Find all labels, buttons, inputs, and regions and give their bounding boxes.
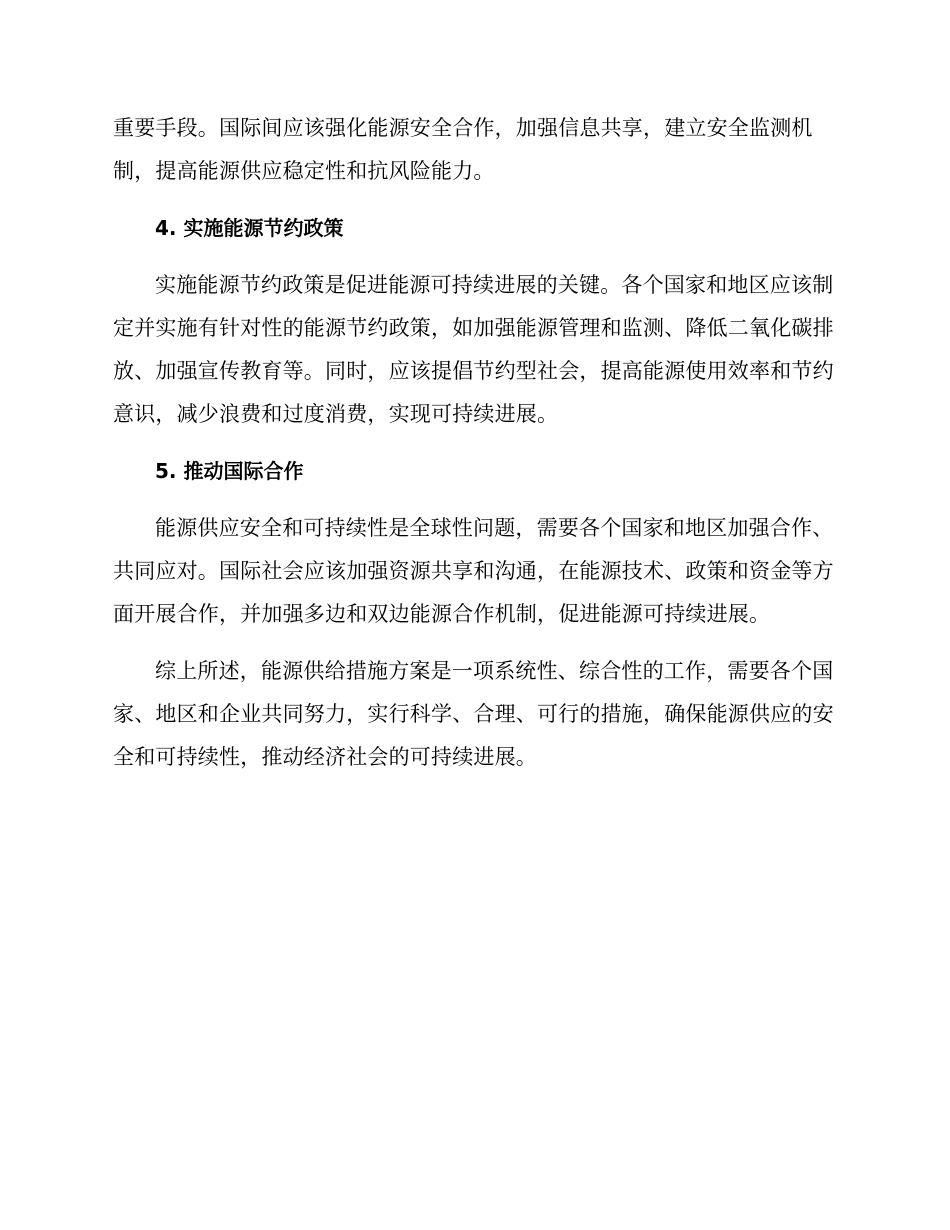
document-body <box>113 107 835 779</box>
section-4-paragraph: 实施能源节约政策是促进能源可持续进展的关键。各个国家和地区应该制定并实施有针对性的能源节约政策，如加强能源管理和监测、降低二氧化碳排放、加强宣传教育等。同时，应该提倡节约型社会，提高能源使用效率和节约意识，减少浪费和过度消费，实现可持续进展。 <box>113 273 834 426</box>
spacer <box>113 493 835 507</box>
section-5-heading: 5. 推动国际合作 <box>155 459 304 483</box>
spacer <box>113 250 835 264</box>
section-4-heading: 4. 实施能源节约政策 <box>155 216 344 240</box>
paragraph-continued: 重要手段。国际间应该强化能源安全合作，加强信息共享，建立安全监测机制，提高能源供应稳定性和抗风险能力。 <box>113 116 813 183</box>
conclusion-paragraph: 综上所述，能源供给措施方案是一项系统性、综合性的工作，需要各个国家、地区和企业共同努力，实行科学、合理、可行的措施，确保能源供应的安全和可持续性，推动经济社会的可持续进展。 <box>113 659 834 769</box>
spacer <box>113 636 835 650</box>
spacer <box>113 436 835 450</box>
section-5-paragraph: 能源供应安全和可持续性是全球性问题，需要各个国家和地区加强合作、共同应对。国际社会应该加强资源共享和沟通，在能源技术、政策和资金等方面开展合作，并加强多边和双边能源合作机制，促进能源可持续进展。 <box>113 516 834 626</box>
spacer <box>113 193 835 207</box>
